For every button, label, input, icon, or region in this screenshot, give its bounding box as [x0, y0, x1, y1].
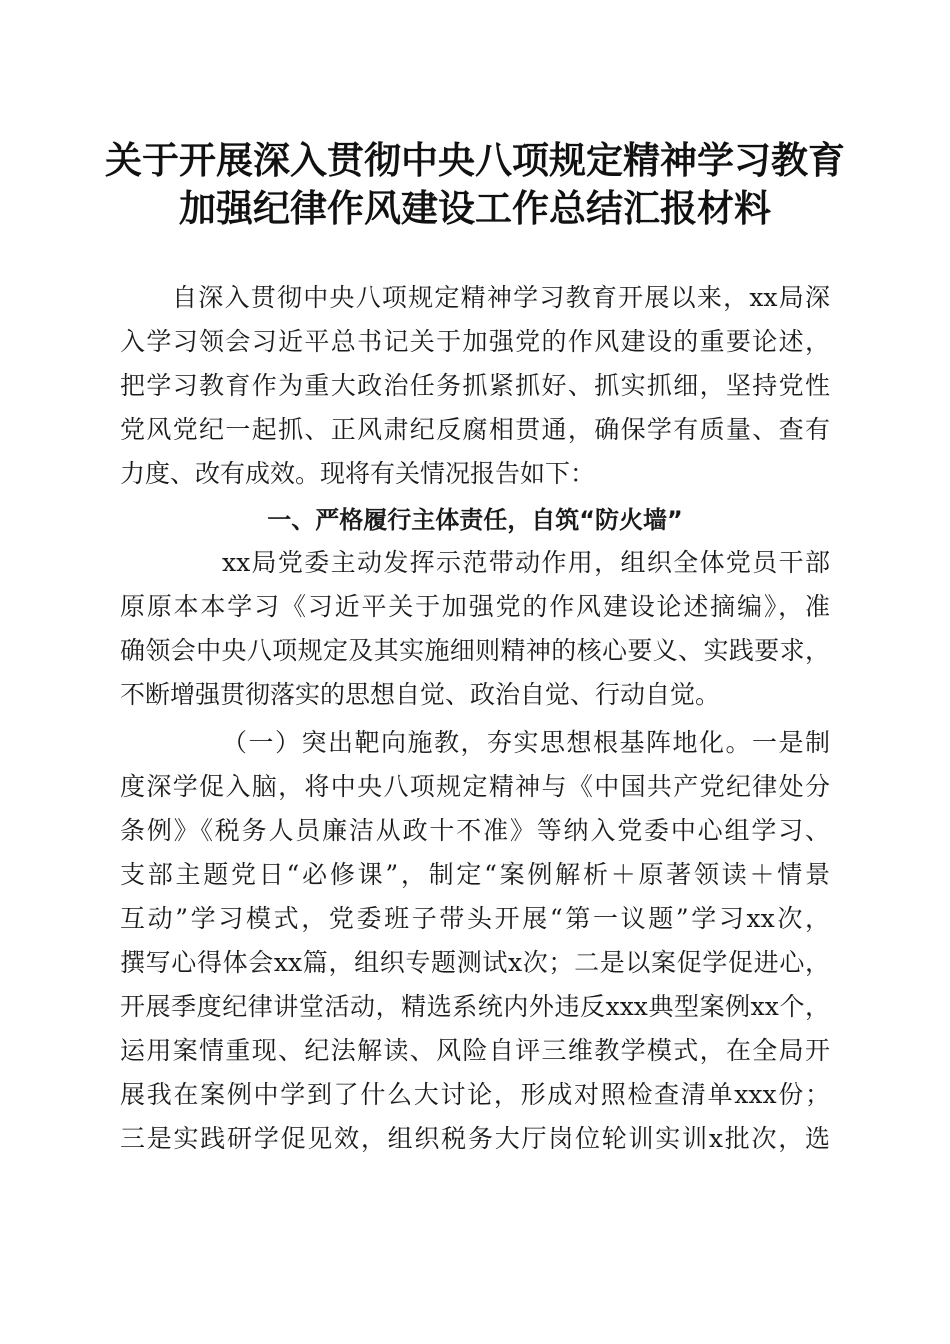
subsection-line: 支部主题党日“必修课”，制定“案例解析＋原著领读＋情景	[120, 860, 830, 889]
subsection-line: （一）突出靶向施教，夯实思想根基阵地化。一是制	[222, 728, 830, 757]
subsection-line: 条例》《税务人员廉洁从政十不准》等纳入党委中心组学习、	[120, 816, 830, 845]
subsection-line: 三是实践研学促见效，组织税务大厅岗位轮训实训x批次，选	[120, 1124, 830, 1153]
title-line-1: 关于开展深入贯彻中央八项规定精神学习教育	[105, 138, 845, 182]
subsection-line: 互动”学习模式，党委班子带头开展“第一议题”学习xx次，	[120, 904, 830, 933]
subsection-line: 撰写心得体会xx篇，组织专题测试x次；二是以案促学促进心，	[120, 948, 830, 977]
section-line: 不断增强贯彻落实的思想自觉、政治自觉、行动自觉。	[120, 680, 721, 709]
intro-line: 党风党纪一起抓、正风肃纪反腐相贯通，确保学有质量、查有	[120, 415, 830, 444]
intro-line: 把学习教育作为重大政治任务抓紧抓好、抓实抓细，坚持党性	[120, 371, 830, 400]
intro-line: 入学习领会习近平总书记关于加强党的作风建设的重要论述，	[120, 327, 830, 356]
subsection-line: 展我在案例中学到了什么大讨论，形成对照检查清单xxx份；	[120, 1080, 830, 1109]
section-line: 原原本本学习《习近平关于加强党的作风建设论述摘编》，准	[120, 592, 830, 621]
subsection-line: 运用案情重现、纪法解读、风险自评三维教学模式，在全局开	[120, 1036, 830, 1065]
intro-line: 力度、改有成效。现将有关情况报告如下：	[120, 459, 596, 488]
section-heading: 一、严格履行主体责任，自筑“防火墙”	[267, 506, 683, 534]
title-line-2: 加强纪律作风建设工作总结汇报材料	[179, 186, 771, 230]
intro-line: 自深入贯彻中央八项规定精神学习教育开展以来，xx局深	[172, 283, 830, 312]
section-line: 确领会中央八项规定及其实施细则精神的核心要义、实践要求，	[120, 636, 830, 665]
subsection-line: 度深学促入脑，将中央八项规定精神与《中国共产党纪律处分	[120, 772, 830, 801]
subsection-line: 开展季度纪律讲堂活动，精选系统内外违反xxx典型案例xx个，	[120, 992, 830, 1021]
section-line: xx局党委主动发挥示范带动作用，组织全体党员干部	[222, 548, 830, 577]
